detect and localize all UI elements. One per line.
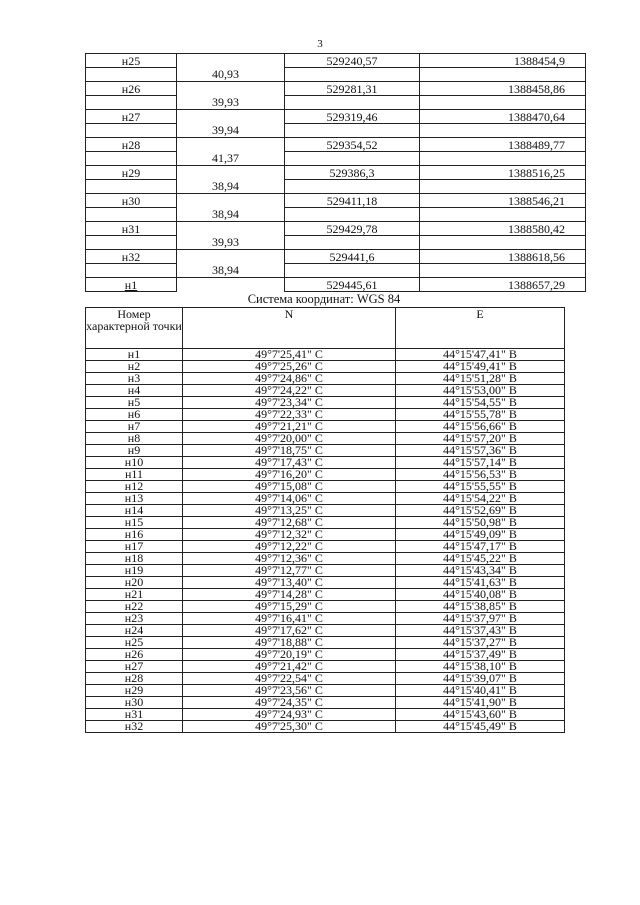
- point-name-cell: н29: [86, 685, 183, 697]
- east-coordinate-cell: 44°15'37,43" В: [396, 625, 565, 637]
- distance-row: [86, 180, 586, 194]
- point-name-cell: н25: [86, 54, 177, 68]
- blank-cell: [420, 124, 586, 138]
- east-coordinate-cell: 44°15'55,55" В: [396, 481, 565, 493]
- north-coordinate-cell: 49°7'20,19" С: [183, 649, 396, 661]
- table-row: [86, 222, 586, 236]
- blank-cell: [420, 264, 586, 278]
- east-coordinate-cell: 44°15'57,36" В: [396, 445, 565, 457]
- point-name-cell: н14: [86, 505, 183, 517]
- north-coordinate-cell: 49°7'12,36" С: [183, 553, 396, 565]
- north-coordinate-cell: 49°7'16,20" С: [183, 469, 396, 481]
- y-coordinate-cell: 1388458,86: [420, 82, 586, 96]
- east-coordinate-cell: 44°15'54,55" В: [396, 397, 565, 409]
- header-point-number: Номер характерной точки: [86, 308, 183, 349]
- blank-cell: [420, 236, 586, 250]
- point-name-cell: н22: [86, 601, 183, 613]
- north-coordinate-cell: 49°7'12,77" С: [183, 565, 396, 577]
- point-name-cell: н17: [86, 541, 183, 553]
- x-coordinate-cell: 529411,18: [285, 194, 420, 208]
- east-coordinate-cell: 44°15'52,69" В: [396, 505, 565, 517]
- blank-cell: [177, 166, 285, 180]
- x-coordinate-cell: 529319,46: [285, 110, 420, 124]
- table-row: [86, 138, 586, 152]
- point-name-cell: н1: [86, 349, 183, 361]
- point-name-cell: н28: [86, 138, 177, 152]
- point-name-cell: н30: [86, 194, 177, 208]
- point-name-cell: н23: [86, 613, 183, 625]
- north-coordinate-cell: 49°7'15,08" С: [183, 481, 396, 493]
- y-coordinate-cell: 1388546,21: [420, 194, 586, 208]
- point-name-cell: н26: [86, 649, 183, 661]
- north-coordinate-cell: 49°7'18,88" С: [183, 637, 396, 649]
- table-row: [86, 721, 565, 733]
- east-coordinate-cell: 44°15'40,41" В: [396, 685, 565, 697]
- point-name-cell: н30: [86, 697, 183, 709]
- north-coordinate-cell: 49°7'14,06" С: [183, 493, 396, 505]
- distance-row: [86, 236, 586, 250]
- east-coordinate-cell: 44°15'47,41" В: [396, 349, 565, 361]
- east-coordinate-cell: 44°15'37,97" В: [396, 613, 565, 625]
- east-coordinate-cell: 44°15'49,09" В: [396, 529, 565, 541]
- page-number: 3: [317, 38, 323, 50]
- table-row: [86, 278, 586, 292]
- point-name-cell: н24: [86, 625, 183, 637]
- blank-cell: [177, 194, 285, 208]
- point-name-cell: н4: [86, 385, 183, 397]
- point-name-cell: н9: [86, 445, 183, 457]
- east-coordinate-cell: 44°15'45,22" В: [396, 553, 565, 565]
- point-name-cell: н18: [86, 553, 183, 565]
- north-coordinate-cell: 49°7'17,62" С: [183, 625, 396, 637]
- east-coordinate-cell: 44°15'57,20" В: [396, 433, 565, 445]
- blank-cell: [420, 152, 586, 166]
- east-coordinate-cell: 44°15'38,85" В: [396, 601, 565, 613]
- point-name-cell: н32: [86, 250, 177, 264]
- y-coordinate-cell: 1388516,25: [420, 166, 586, 180]
- point-name-cell: н2: [86, 361, 183, 373]
- blank-cell: [86, 236, 177, 250]
- north-coordinate-cell: 49°7'25,41" С: [183, 349, 396, 361]
- distance-row: [86, 264, 586, 278]
- north-coordinate-cell: 49°7'24,93" С: [183, 709, 396, 721]
- north-coordinate-cell: 49°7'25,30" С: [183, 721, 396, 733]
- east-coordinate-cell: 44°15'43,60" В: [396, 709, 565, 721]
- point-name-cell: н19: [86, 565, 183, 577]
- north-coordinate-cell: 49°7'13,40" С: [183, 577, 396, 589]
- blank-cell: [177, 82, 285, 96]
- blank-cell: [86, 152, 177, 166]
- east-coordinate-cell: 44°15'55,78" В: [396, 409, 565, 421]
- coordinate-system-title: Система координат: WGS 84: [247, 292, 401, 306]
- east-coordinate-cell: 44°15'43,34" В: [396, 565, 565, 577]
- point-name-cell: н6: [86, 409, 183, 421]
- north-coordinate-cell: 49°7'24,35" С: [183, 697, 396, 709]
- north-coordinate-cell: 49°7'23,56" С: [183, 685, 396, 697]
- east-coordinate-cell: 44°15'41,90" В: [396, 697, 565, 709]
- east-coordinate-cell: 44°15'47,17" В: [396, 541, 565, 553]
- blank-cell: [285, 236, 420, 250]
- blank-cell: [285, 96, 420, 110]
- east-coordinate-cell: 44°15'54,22" В: [396, 493, 565, 505]
- x-coordinate-cell: 529445,61: [285, 278, 420, 292]
- blank-cell: [86, 180, 177, 194]
- coordinates-table-wgs84: [85, 307, 565, 733]
- point-name-cell: н1: [86, 278, 177, 292]
- point-name-cell: н21: [86, 589, 183, 601]
- distance-cell: 39,93: [177, 236, 285, 250]
- point-name-cell: н16: [86, 529, 183, 541]
- point-name-cell: н26: [86, 82, 177, 96]
- blank-cell: [285, 208, 420, 222]
- table-header-row: [86, 308, 565, 349]
- x-coordinate-cell: 529429,78: [285, 222, 420, 236]
- north-coordinate-cell: 49°7'20,00" С: [183, 433, 396, 445]
- point-name-cell: н25: [86, 637, 183, 649]
- point-name-cell: н3: [86, 373, 183, 385]
- table-row: [86, 194, 586, 208]
- table-row: [86, 166, 586, 180]
- distance-cell: 39,93: [177, 96, 285, 110]
- point-name-cell: н31: [86, 709, 183, 721]
- north-coordinate-cell: 49°7'12,32" С: [183, 529, 396, 541]
- point-name-cell: н32: [86, 721, 183, 733]
- blank-cell: [285, 152, 420, 166]
- table-row: [86, 110, 586, 124]
- y-coordinate-cell: 1388470,64: [420, 110, 586, 124]
- blank-cell: [177, 222, 285, 236]
- north-coordinate-cell: 49°7'25,26" С: [183, 361, 396, 373]
- point-name-cell: н27: [86, 661, 183, 673]
- table-row: [86, 54, 586, 68]
- north-coordinate-cell: 49°7'22,54" С: [183, 673, 396, 685]
- x-coordinate-cell: 529240,57: [285, 54, 420, 68]
- distance-cell: 38,94: [177, 264, 285, 278]
- distance-row: [86, 68, 586, 82]
- point-name-cell: н31: [86, 222, 177, 236]
- east-coordinate-cell: 44°15'49,41" В: [396, 361, 565, 373]
- east-coordinate-cell: 44°15'45,49" В: [396, 721, 565, 733]
- coordinates-table-local: [85, 53, 586, 292]
- east-coordinate-cell: 44°15'39,07" В: [396, 673, 565, 685]
- distance-row: [86, 208, 586, 222]
- distance-row: [86, 124, 586, 138]
- y-coordinate-cell: 1388489,77: [420, 138, 586, 152]
- point-name-cell: н5: [86, 397, 183, 409]
- distance-cell: 41,37: [177, 152, 285, 166]
- distance-row: [86, 152, 586, 166]
- blank-cell: [86, 124, 177, 138]
- north-coordinate-cell: 49°7'12,68" С: [183, 517, 396, 529]
- east-coordinate-cell: 44°15'56,53" В: [396, 469, 565, 481]
- north-coordinate-cell: 49°7'24,86" С: [183, 373, 396, 385]
- east-coordinate-cell: 44°15'37,27" В: [396, 637, 565, 649]
- point-name-cell: н28: [86, 673, 183, 685]
- point-name-cell: н8: [86, 433, 183, 445]
- blank-cell: [420, 208, 586, 222]
- distance-cell: 39,94: [177, 124, 285, 138]
- east-coordinate-cell: 44°15'41,63" В: [396, 577, 565, 589]
- x-coordinate-cell: 529281,31: [285, 82, 420, 96]
- point-name-cell: н10: [86, 457, 183, 469]
- east-coordinate-cell: 44°15'57,14" В: [396, 457, 565, 469]
- y-coordinate-cell: 1388454,9: [420, 54, 586, 68]
- north-coordinate-cell: 49°7'21,21" С: [183, 421, 396, 433]
- north-coordinate-cell: 49°7'13,25" С: [183, 505, 396, 517]
- blank-cell: [177, 250, 285, 264]
- distance-cell: 40,93: [177, 68, 285, 82]
- north-coordinate-cell: 49°7'16,41" С: [183, 613, 396, 625]
- blank-cell: [86, 96, 177, 110]
- north-coordinate-cell: 49°7'22,33" С: [183, 409, 396, 421]
- east-coordinate-cell: 44°15'51,28" В: [396, 373, 565, 385]
- point-name-cell: н20: [86, 577, 183, 589]
- north-coordinate-cell: 49°7'23,34" С: [183, 397, 396, 409]
- north-coordinate-cell: 49°7'24,22" С: [183, 385, 396, 397]
- blank-cell: [420, 96, 586, 110]
- distance-cell: 38,94: [177, 208, 285, 222]
- distance-row: [86, 96, 586, 110]
- blank-cell: [86, 208, 177, 222]
- east-coordinate-cell: 44°15'56,66" В: [396, 421, 565, 433]
- y-coordinate-cell: 1388657,29: [420, 278, 586, 292]
- table-row: [86, 82, 586, 96]
- north-coordinate-cell: 49°7'15,29" С: [183, 601, 396, 613]
- blank-cell: [86, 264, 177, 278]
- north-coordinate-cell: 49°7'12,22" С: [183, 541, 396, 553]
- east-coordinate-cell: 44°15'38,10" В: [396, 661, 565, 673]
- point-name-cell: н11: [86, 469, 183, 481]
- point-name-cell: н12: [86, 481, 183, 493]
- blank-cell: [177, 138, 285, 152]
- north-coordinate-cell: 49°7'14,28" С: [183, 589, 396, 601]
- distance-cell: 38,94: [177, 180, 285, 194]
- blank-cell: [285, 180, 420, 194]
- point-name-cell: н13: [86, 493, 183, 505]
- y-coordinate-cell: 1388618,56: [420, 250, 586, 264]
- blank-cell: [285, 124, 420, 138]
- north-coordinate-cell: 49°7'21,42" С: [183, 661, 396, 673]
- north-coordinate-cell: 49°7'18,75" С: [183, 445, 396, 457]
- header-east: E: [396, 308, 565, 349]
- east-coordinate-cell: 44°15'53,00" В: [396, 385, 565, 397]
- x-coordinate-cell: 529441,6: [285, 250, 420, 264]
- blank-cell: [177, 54, 285, 68]
- blank-cell: [420, 180, 586, 194]
- table-row: [86, 250, 586, 264]
- point-name-cell: н29: [86, 166, 177, 180]
- header-north: N: [183, 308, 396, 349]
- north-coordinate-cell: 49°7'17,43" С: [183, 457, 396, 469]
- y-coordinate-cell: 1388580,42: [420, 222, 586, 236]
- point-name-cell: н15: [86, 517, 183, 529]
- east-coordinate-cell: 44°15'37,49" В: [396, 649, 565, 661]
- x-coordinate-cell: 529354,52: [285, 138, 420, 152]
- blank-cell: [285, 264, 420, 278]
- blank-cell: [420, 68, 586, 82]
- point-name-cell: н7: [86, 421, 183, 433]
- east-coordinate-cell: 44°15'50,98" В: [396, 517, 565, 529]
- x-coordinate-cell: 529386,3: [285, 166, 420, 180]
- blank-cell: [177, 110, 285, 124]
- east-coordinate-cell: 44°15'40,08" В: [396, 589, 565, 601]
- blank-cell: [177, 278, 285, 292]
- blank-cell: [86, 68, 177, 82]
- point-name-cell: н27: [86, 110, 177, 124]
- blank-cell: [285, 68, 420, 82]
